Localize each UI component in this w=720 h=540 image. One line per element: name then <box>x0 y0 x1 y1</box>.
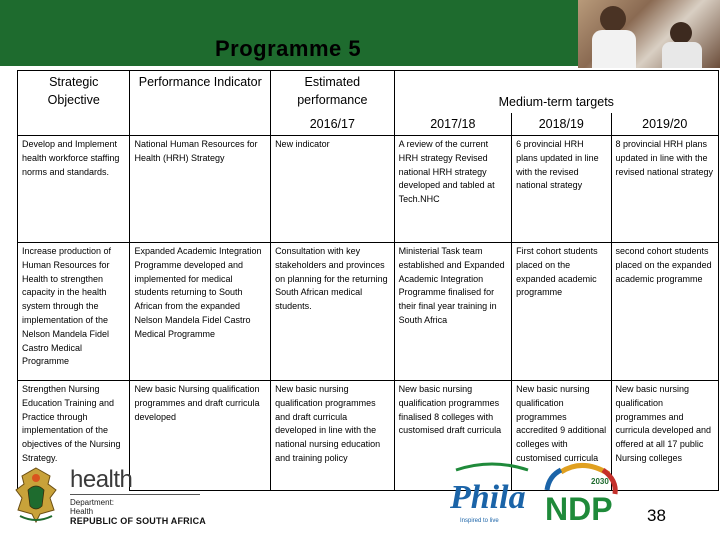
header-indicator: Performance Indicator <box>130 71 271 136</box>
programme-table <box>17 70 719 491</box>
cell-target-y3: New basic nursing qualification programmes and curricula developed and offered at all 17 public Nursing colleges <box>611 381 719 491</box>
photo-person-coat <box>592 30 636 68</box>
cell-indicator: Expanded Academic Integration Programme developed and implemented for medical students returning to South African from the expanded Nelson Mandela Fidel Castro Medical Programme <box>130 243 271 381</box>
department-line-1: Department: <box>70 498 115 507</box>
cell-objective: Develop and Implement health workforce staffing norms and standards. <box>18 136 130 243</box>
header-estimated: Estimated performance <box>271 71 395 114</box>
phila-wordmark: Phila <box>450 479 526 516</box>
phila-logo <box>446 462 538 532</box>
logo-divider <box>70 494 200 495</box>
table-row <box>18 243 719 381</box>
country-label: REPUBLIC OF SOUTH AFRICA <box>70 516 206 526</box>
cell-target-y1: Ministerial Task team established and Expanded Academic Integration Programme finalised for their final year training in South Africa <box>394 243 512 381</box>
ndp-wordmark: NDP <box>545 491 613 527</box>
cell-target-y3: second cohort students placed on the expanded academic programme <box>611 243 719 381</box>
header-estimated-year: 2016/17 <box>271 113 395 136</box>
header-year-2: 2018/19 <box>512 113 611 136</box>
ndp-logo <box>543 460 623 534</box>
page-number: 38 <box>647 506 666 525</box>
header-year-1: 2017/18 <box>394 113 512 136</box>
department-label <box>70 498 114 516</box>
ndp-arc-yellow <box>561 465 609 474</box>
cell-target-y2: New basic nursing qualification programmes accredited 9 additional colleges with customised curricula <box>512 381 611 491</box>
cell-objective: Strengthen Nursing Education Training and Practice through implementation of the objectives of the Nursing Strategy. <box>18 381 130 491</box>
cell-target-y1: A review of the current HRH strategy Revised national HRH strategy developed and tabled at Tech.NHC <box>394 136 512 243</box>
photo-child-shirt <box>662 42 702 68</box>
slide-title: Programme 5 <box>215 36 362 61</box>
photo-child-head <box>670 22 692 44</box>
header-medium-term: Medium-term targets <box>394 71 718 114</box>
cell-estimated: Consultation with key stakeholders and provinces on planning for the returning South African medical students. <box>271 243 395 381</box>
phila-tagline: Inspired to live <box>460 518 499 524</box>
header-objective: Strategic Objective <box>18 71 130 136</box>
table-row <box>18 136 719 243</box>
health-wordmark: health <box>70 466 133 493</box>
cell-target-y1: New basic nursing qualification programmes finalised 8 colleges with customised draft curricula <box>394 381 512 491</box>
cell-target-y3: 8 provincial HRH plans updated in line with the revised national strategy <box>611 136 719 243</box>
header-year-3: 2019/20 <box>611 113 719 136</box>
header-photo <box>578 0 720 68</box>
photo-person-head <box>600 6 626 32</box>
cell-indicator: New basic Nursing qualification programmes and draft curricula developed <box>130 381 271 491</box>
ndp-year: 2030 <box>591 477 609 486</box>
cell-indicator: National Human Resources for Health (HRH) Strategy <box>130 136 271 243</box>
department-line-2: Health <box>70 507 94 516</box>
table-header-row <box>18 71 719 114</box>
cell-estimated: New indicator <box>271 136 395 243</box>
cell-estimated: New basic nursing qualification programmes and draft curricula developed in line with the national nursing education and training policy <box>271 381 395 491</box>
cell-objective: Increase production of Human Resources for Health to strengthen capacity in the health system through the implementation of the Nelson Mandela Fidel Castro Medical Programme <box>18 243 130 381</box>
cell-target-y2: First cohort students placed on the expanded academic programme <box>512 243 611 381</box>
coat-of-arms-icon <box>10 464 62 526</box>
phila-arc <box>456 464 528 470</box>
cell-target-y2: 6 provincial HRH plans updated in line with the revised national strategy <box>512 136 611 243</box>
health-department-logo <box>10 460 210 530</box>
ndp-arc-blue <box>547 470 561 490</box>
